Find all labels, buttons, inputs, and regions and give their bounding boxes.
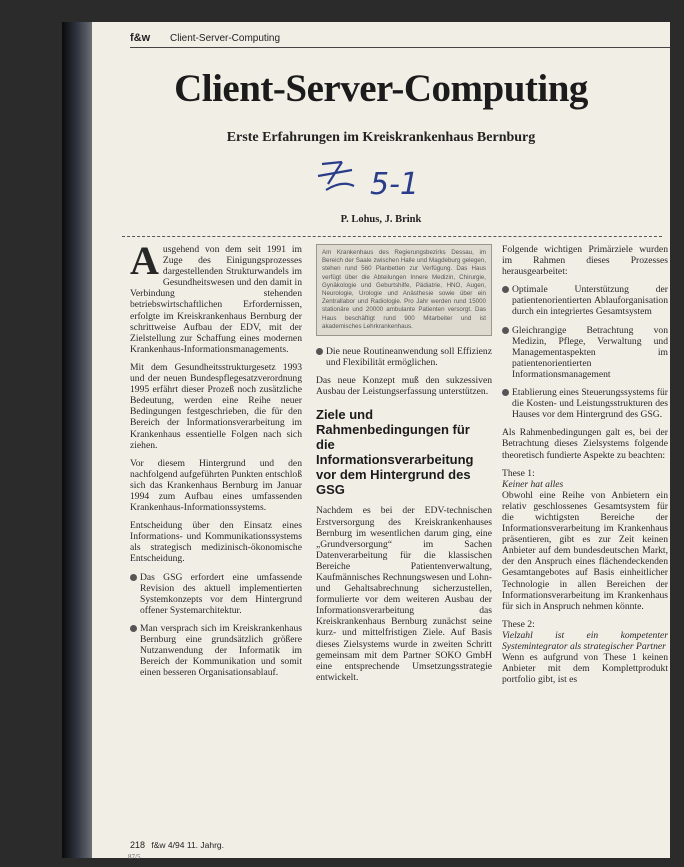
these-1-title: Keiner hat alles [502, 478, 564, 490]
bullet-dot-icon [130, 574, 137, 581]
col2-bullet-1: Die neue Routineanwendung soll Effizienz und Flexibilität ermöglichen. [316, 346, 492, 368]
page-footer [130, 840, 224, 850]
col1-bullet-1: Das GSG erfordert eine umfassende Revision des aktuell implementierten Systemkonzepts vor dem Hintergrund offener Systemarchitektur. [130, 572, 302, 616]
authors: P. Lohus, J. Brink [340, 214, 422, 225]
col3-bullet-2: Gleichrangige Betrachtung von Medizin, Pflege, Verwaltung und Managementaspekten im patientenorientierten Informationsmanagement [502, 325, 668, 380]
handwritten-note: 5-1 [370, 167, 419, 202]
journal-logo: f&w [130, 32, 151, 44]
column-1 [130, 238, 302, 685]
col1-paragraph-2: Mit dem Gesundheitsstrukturgesetz 1993 und der neuen Bundespflegesatzverordnung 1995 erfährt dieser Prozeß noch zusätzliche Bedeutung, werden eine Reihe neuer Bedingungen festgeschrieben, die für den Bereich der Informationsverarbeitung im Krankenhaus essentielle Folgen nach sich ziehen. [130, 361, 302, 451]
page [92, 22, 670, 861]
article-title: Client-Server-Computing [174, 67, 588, 110]
col1-paragraph-3: Vor diesem Hintergrund und den nachfolgend aufgeführten Punkten entschloß sich das Krankenhaus Bernburg im Januar 1994 zum Aufbau eines umfassenden Krankenhaus-Informationssystems. [130, 457, 302, 514]
intro-text: usgehend von dem seit 1991 im Zuge des Einigungsprozesses dargestellenden Strukturwandels im Gesundheitswesen und den damit in Verbindung stehenden betriebswirtschaftlichen Erfordernissen, erfolgte im Kreiskrankenhaus Bernburg der schrittweise Aufbau der EDV, mit der Zielstellung zur Schaffung eines modernen Krankenhaus-Informationsmanagements. [130, 244, 302, 355]
bullet-dot-icon [502, 286, 509, 293]
book-spine [62, 22, 92, 858]
info-box: Am Krankenhaus des Regierungsbezirks Dessau, im Bereich der Saale zwischen Halle und Magdeburg gelegen, stehen rund 560 Planbetten zur Verfügung. Das Haus verfügt über die Abteilungen Innere Medizin, Chirurgie, Gynäkologie und Geburtshilfe, Pädiatrie, HNO, Augen, Neurologie, Urologie und Anästhesie sowie über ein Zentrallabor und Radiologie. Pro Jahr werden rund 15000 stationäre und 20000 ambulante Patienten versorgt. Das Haus beschäftigt rund 900 Mitarbeiter und ist akademisches Lehrkrankenhaus. [316, 244, 492, 336]
page-number: 218 [130, 840, 146, 850]
these-2-title: Vielzahl ist ein kompetenter Systemintegrator als strategischer Partner [502, 629, 668, 652]
running-header [130, 32, 670, 46]
journal-issue: f&w 4/94 11. Jahrg. [151, 840, 225, 850]
separator [122, 236, 662, 237]
col2-paragraph-1: Das neue Konzept muß den sukzessiven Ausbau der Leistungserfassung unterstützen. [316, 375, 492, 398]
these-2-text: Wenn es aufgrund von These 1 keinen Anbieter mit dem Komplettprodukt portfolio gibt, ist es [502, 652, 668, 686]
footer-handnote: 87/5 [128, 853, 141, 861]
bullet-dot-icon [130, 625, 137, 632]
column-2 [316, 244, 492, 690]
col3-bullet-1: Optimale Unterstützung der patientenorientierten Ablauforganisation durch ein integriertes Gesamtsystem [502, 284, 668, 317]
header-rule [130, 47, 670, 48]
these-1-label: These 1: [502, 467, 535, 479]
col3-bullet-3: Etablierung eines Steuerungssystems für die Kosten- und Leistungsstrukturen des Hauses vor dem Hintergrund des GSG. [502, 387, 668, 420]
bullet-dot-icon [502, 389, 509, 396]
article-subtitle: Erste Erfahrungen im Kreiskrankenhaus Bernburg [226, 130, 536, 145]
column-3 [502, 244, 668, 692]
bullet-dot-icon [316, 348, 323, 355]
col2-paragraph-2: Nachdem es bei der EDV-technischen Erstversorgung des Kreiskrankenhauses Bernburg im wesentlichen darum ging, eine „Grundversorgung“ im Sachen Datenverarbeitung für die klassischen Bereiche Patientenverwaltung, Kaufmännisches Rechnungswesen und Lohn- und Gehaltsabrechnung sicherzustellen, formulierte vor dem weiteren Ausbau der Informationsverarbeitung das Kreiskrankenhaus Bernburg zunächst seine kurz- und mittelfristigen Ziele. Auf Basis dieses Zielsystems wurde in zweiten Schritt gemeinsam mit dem Partner SOKO GmbH eine entsprechende Umsetzungsstrategie entwickelt. [316, 505, 492, 683]
section-heading: Ziele und Rahmenbedingungen für die Informationsverarbeitung vor dem Hintergrund des GSG [316, 407, 474, 498]
dropcap: A [130, 238, 159, 283]
these-2-label: These 2: [502, 618, 535, 630]
col3-paragraph-2: Als Rahmenbedingungen galt es, bei der Betrachtung dieses Zielsystems folgende theoretisch fundierte Aspekte zu beachten: [502, 427, 668, 461]
handwritten-annotation [308, 150, 458, 217]
col1-paragraph-4: Entscheidung über den Einsatz eines Informations- und Kommunikationssystems als strategisch medizinisch-ökonomische Entscheidung. [130, 520, 302, 565]
col1-bullet-2: Man versprach sich im Kreiskrankenhaus Bernburg eine grundsätzlich größere Nutzanwendung der Informatik im Bereich der Kommunikation und somit einen besseren Organisationsablauf. [130, 623, 302, 678]
these-1-text: Obwohl eine Reihe von Anbietern ein relativ geschlossenes Gesamtsystem für die wichtigsten Bereiche der Informationsverarbeitung im Krankenhaus präsentieren, gibt es zur Zeit keinen Anbieter auf dem bundesdeutschen Markt, der den Anspruch eines flächendeckenden Gesamtangebotes auf Basis einheitlicher Technologie in allen Bereichen der Informationsverarbeitung im Krankenhaus für sich in Anspruch nehmen könnte. [502, 489, 668, 612]
bullet-dot-icon [502, 327, 509, 334]
running-title: Client-Server-Computing [170, 33, 281, 44]
col3-paragraph-1: Folgende wichtigen Primärziele wurden im Rahmen dieses Prozesses herausgearbeitet: [502, 244, 668, 278]
